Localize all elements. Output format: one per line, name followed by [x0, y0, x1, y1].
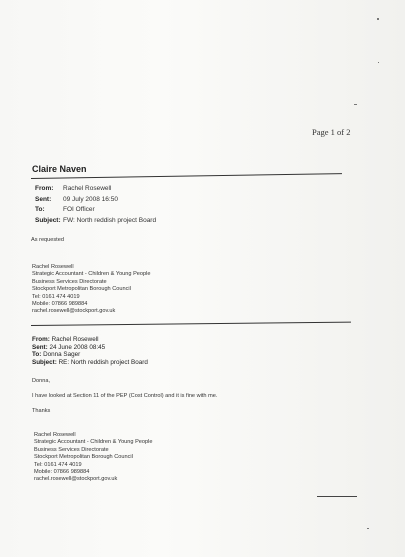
- forward-body: As requested: [31, 237, 64, 243]
- sender-name: Claire Naven: [32, 164, 87, 174]
- scan-speck: [378, 62, 379, 63]
- signature-name: Rachel Rosewell: [34, 432, 76, 438]
- signature-email: rachel.rosewell@stockport.gov.uk: [32, 308, 116, 315]
- page-number: Page 1 of 2: [312, 127, 351, 137]
- forward-to-row: [35, 205, 156, 216]
- signature-email: rachel.rosewell@stockport.gov.uk: [34, 476, 118, 483]
- sent-value: 09 July 2008 16:50: [63, 195, 118, 203]
- to-label: To:: [35, 206, 45, 213]
- signature-block-1: [32, 264, 150, 316]
- from-value: Rachel Rosewell: [51, 336, 99, 343]
- to-value: Donna Sager: [43, 351, 81, 358]
- from-label: From:: [32, 336, 50, 343]
- signature-council: Stockport Metropolitan Borough Council: [32, 286, 131, 293]
- subject-value: FW: North reddish project Board: [63, 216, 157, 224]
- original-sent-row: [32, 344, 148, 352]
- signature-tel: Tel: 0161 474 4019: [34, 461, 82, 468]
- sent-value: 24 June 2008 08:45: [49, 343, 106, 351]
- greeting: Donna,: [32, 378, 51, 384]
- from-label: From:: [35, 185, 54, 192]
- message-divider: [31, 322, 351, 326]
- signature-title: Strategic Accountant - Children & Young People: [34, 439, 153, 446]
- subject-label: Subject:: [35, 216, 61, 224]
- footer-rule: [317, 496, 357, 497]
- forward-header: [35, 184, 156, 226]
- closing: Thanks: [32, 408, 51, 414]
- forward-subject-row: [35, 216, 156, 227]
- subject-label: Subject:: [32, 358, 57, 366]
- sent-label: Sent:: [32, 343, 48, 351]
- signature-directorate: Business Services Directorate: [32, 278, 107, 285]
- to-value: FOI Officer: [63, 206, 95, 213]
- original-subject-row: [32, 359, 148, 367]
- scan-speck: [354, 104, 357, 105]
- original-from-row: [32, 336, 148, 344]
- signature-mobile: Mobile: 07866 989884: [32, 301, 88, 308]
- original-header: [32, 336, 148, 366]
- signature-name: Rachel Rosewell: [32, 264, 74, 270]
- signature-tel: Tel: 0161 474 4019: [32, 293, 80, 300]
- signature-directorate: Business Services Directorate: [34, 446, 109, 453]
- forward-from-row: [35, 184, 156, 195]
- scan-speck: [367, 528, 369, 529]
- signature-mobile: Mobile: 07866 989884: [34, 469, 90, 476]
- subject-value: RE: North reddish project Board: [58, 358, 148, 366]
- signature-title: Strategic Accountant - Children & Young People: [32, 271, 151, 278]
- signature-council: Stockport Metropolitan Borough Council: [34, 454, 133, 461]
- message-text: I have looked at Section 11 of the PEP (Cost Control) and it is fine with me.: [32, 393, 218, 399]
- forward-sent-row: [35, 195, 156, 206]
- scan-speck: [377, 18, 379, 20]
- sent-label: Sent:: [35, 195, 52, 203]
- original-to-row: [32, 351, 148, 359]
- from-value: Rachel Rosewell: [63, 185, 112, 192]
- to-label: To:: [32, 351, 42, 358]
- signature-block-2: [34, 432, 152, 484]
